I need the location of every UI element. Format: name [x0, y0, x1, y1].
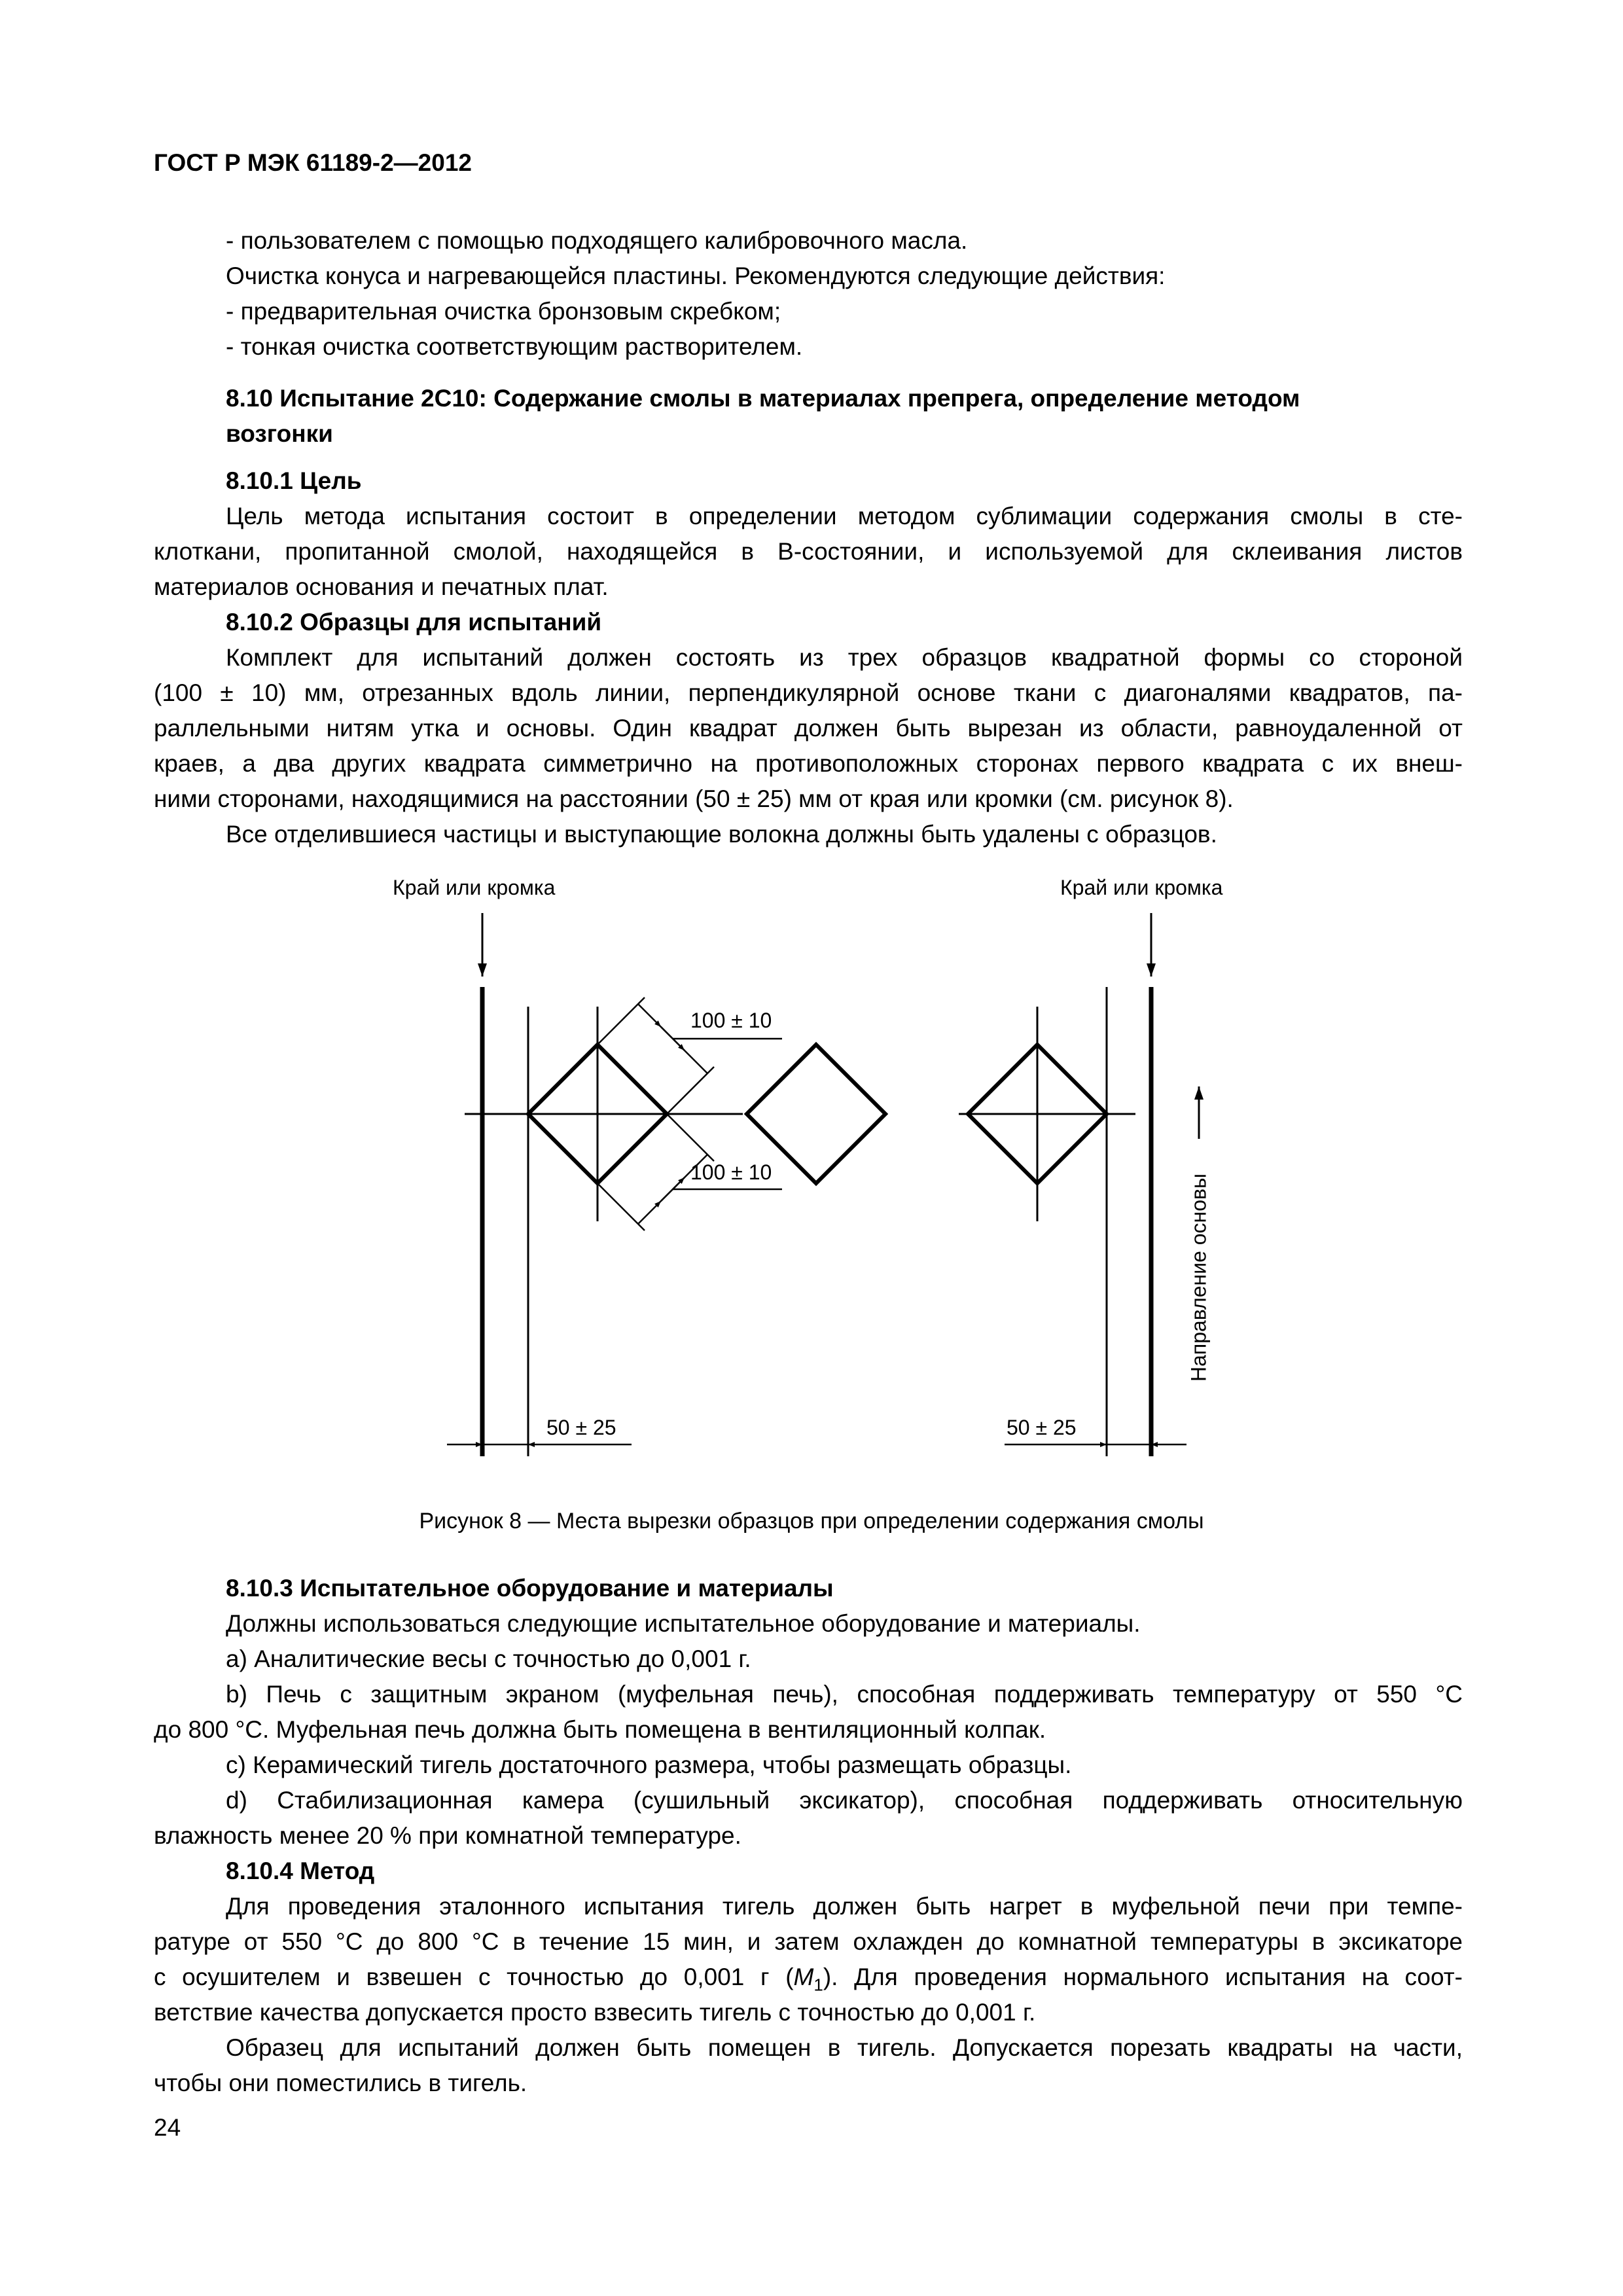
dimension-label-square-upper: 100 ± 10	[690, 1009, 772, 1032]
list-item-b-line1: b) Печь с защитным экраном (муфельная печь), способная поддерживать температуру от 550 °С	[226, 1681, 1463, 1708]
dimension-label-square-lower: 100 ± 10	[690, 1160, 772, 1184]
list-item-c: c) Керамический тигель достаточного размера, чтобы размещать образцы.	[226, 1751, 1072, 1778]
paragraph-line: краев, а два других квадрата симметрично на противоположных сторонах первого квадрата с их внеш-	[154, 750, 1463, 777]
paragraph-line: Все отделившиеся частицы и выступающие волокна должны быть удалены с образцов.	[226, 821, 1217, 848]
paragraph-line: ними сторонами, находящимися на расстоянии (50 ± 25) мм от края или кромки (см. рисунок 8).	[154, 785, 1234, 812]
edge-label-right: Край или кромка	[1060, 876, 1223, 899]
paragraph-line: Образец для испытаний должен быть помещен в тигель. Допускается порезать квадраты на части,	[226, 2034, 1463, 2061]
warp-direction-label: Направление основы	[1186, 1173, 1211, 1382]
paragraph-line: Комплект для испытаний должен состоять из трех образцов квадратной формы со стороной	[226, 644, 1463, 671]
section-heading-8-10-2: 8.10.2 Образцы для испытаний	[226, 609, 602, 636]
edge-label-left: Край или кромка	[393, 876, 556, 899]
section-heading-8-10-line2: возгонки	[226, 420, 333, 447]
list-item-a: a) Аналитические весы с точностью до 0,001 г.	[226, 1645, 751, 1672]
intro-line-2: Очистка конуса и нагревающейся пластины. Рекомендуются следующие действия:	[226, 262, 1166, 289]
paragraph-line: клоткани, пропитанной смолой, находящейся в В-состоянии, и используемой для склеивания листов	[154, 538, 1463, 565]
section-heading-8-10-1: 8.10.1 Цель	[226, 467, 362, 494]
dimension-label-edge-right: 50 ± 25	[1007, 1416, 1077, 1439]
section-heading-8-10-3: 8.10.3 Испытательное оборудование и материалы	[226, 1575, 834, 1602]
intro-line-4: - тонкая очистка соответствующим растворителем.	[226, 333, 803, 360]
paragraph-line: чтобы они поместились в тигель.	[154, 2070, 527, 2096]
figure-caption: Рисунок 8 — Места вырезки образцов при определении содержания смолы	[419, 1509, 1204, 1534]
section-heading-8-10-line1: 8.10 Испытание 2С10: Содержание смолы в материалах препрега, определение методом	[226, 385, 1300, 412]
document-code: ГОСТ Р МЭК 61189-2—2012	[154, 149, 472, 176]
list-item-b-line2: до 800 °С. Муфельная печь должна быть помещена в вентиляционный колпак.	[154, 1716, 1046, 1743]
page-number: 24	[154, 2114, 181, 2141]
paragraph-line: раллельными нитям утка и основы. Один квадрат должен быть вырезан из области, равноудаленной от	[154, 715, 1463, 742]
list-item-d-line1: d) Стабилизационная камера (сушильный эксикатор), способная поддерживать относительную	[226, 1787, 1463, 1814]
paragraph-line: Цель метода испытания состоит в определении методом сублимации содержания смолы в сте-	[226, 503, 1463, 529]
mass-subscript: 1	[813, 1975, 823, 1995]
text-segment: с осушителем и взвешен с точностью до 0,001 г (	[154, 1964, 794, 1990]
list-item-d-line2: влажность менее 20 % при комнатной температуре.	[154, 1822, 741, 1849]
text-segment: ). Для проведения нормального испытания на соот-	[823, 1964, 1463, 1990]
paragraph-line: Должны использоваться следующие испытательное оборудование и материалы.	[226, 1610, 1141, 1637]
paragraph-line: ратуре от 550 °С до 800 °С в течение 15 мин, и затем охлажден до комнатной температуры в эксикаторе	[154, 1928, 1463, 1955]
section-heading-8-10-4: 8.10.4 Метод	[226, 1857, 375, 1884]
paragraph-line: ветствие качества допускается просто взвесить тигель с точностью до 0,001 г.	[154, 1999, 1036, 2026]
paragraph-line: материалов основания и печатных плат.	[154, 573, 609, 600]
intro-line-3: - предварительная очистка бронзовым скребком;	[226, 298, 781, 325]
paragraph-line	[154, 1961, 1463, 2001]
intro-line-1: - пользователем с помощью подходящего калибровочного масла.	[226, 227, 968, 254]
paragraph-line: (100 ± 10) мм, отрезанных вдоль линии, перпендикулярной основе ткани с диагоналями квадратов, па-	[154, 679, 1463, 706]
paragraph-line: Для проведения эталонного испытания тигель должен быть нагрет в муфельной печи при темпе-	[226, 1893, 1463, 1920]
dimension-label-edge-left: 50 ± 25	[546, 1416, 616, 1439]
mass-variable: M	[793, 1964, 814, 1990]
